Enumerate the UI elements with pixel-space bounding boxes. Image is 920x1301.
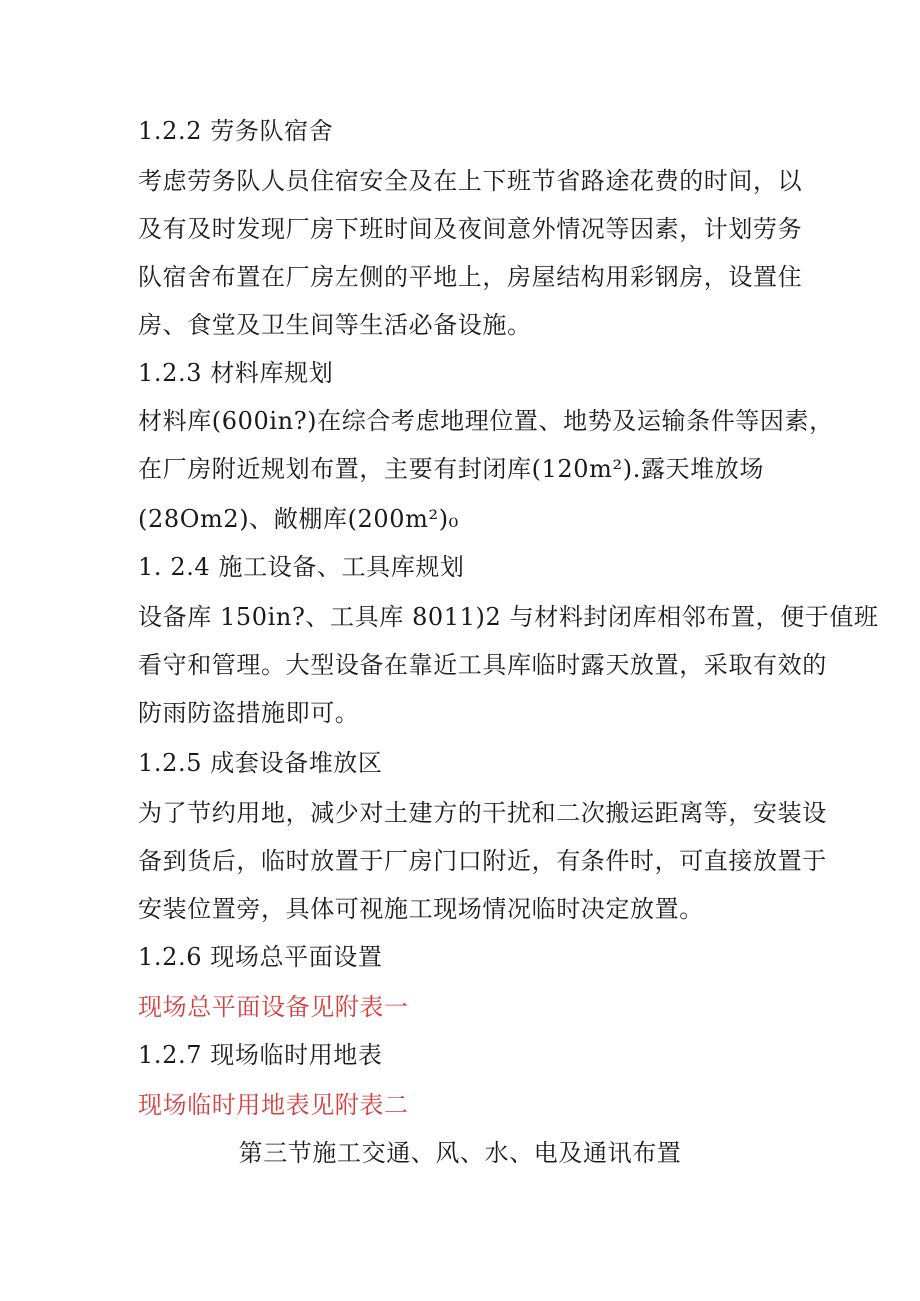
heading-1-2-6: 1.2.6 现场总平面设置	[138, 943, 383, 971]
paragraph-line: 为了节约用地，减少对土建方的干扰和二次搬运距离等，安装设	[138, 799, 827, 827]
heading-1-2-5: 1.2.5 成套设备堆放区	[138, 749, 383, 777]
heading-1-2-2: 1.2.2 劳务队宿舍	[138, 117, 334, 145]
paragraph-line: 防雨防盗措施即可。	[138, 699, 360, 727]
paragraph-line: 及有及时发现厂房下班时间及夜间意外情况等因素，计划劳务	[138, 215, 803, 243]
paragraph-line: (28Om2)、敞棚库(200m²)₀	[138, 505, 459, 533]
paragraph-line: 备到货后，临时放置于厂房门口附近，有条件时，可直接放置于	[138, 847, 827, 875]
paragraph-line: 在厂房附近规划布置，主要有封闭库(120m²).露天堆放场	[138, 455, 764, 483]
paragraph-line: 设备库 150in?、工具库 8011)2 与材料封闭库相邻布置，便于值班	[138, 603, 879, 631]
heading-1-2-3: 1.2.3 材料库规划	[138, 359, 334, 387]
paragraph-line: 安装位置旁，具体可视施工现场情况临时决定放置。	[138, 895, 704, 923]
red-note-appendix-1: 现场总平面设备见附表一	[138, 993, 409, 1021]
paragraph-line: 考虑劳务队人员住宿安全及在上下班节省路途花费的时间，以	[138, 167, 803, 195]
paragraph-line: 房、食堂及卫生间等生活必备设施。	[138, 311, 532, 339]
red-note-appendix-2: 现场临时用地表见附表二	[138, 1091, 409, 1119]
paragraph-line: 看守和管理。大型设备在靠近工具库临时露天放置，采取有效的	[138, 651, 827, 679]
paragraph-line: 队宿舍布置在厂房左侧的平地上，房屋结构用彩钢房，设置住	[138, 263, 803, 291]
heading-1-2-4: 1. 2.4 施工设备、工具库规划	[138, 553, 465, 581]
heading-1-2-7: 1.2.7 现场临时用地表	[138, 1041, 383, 1069]
paragraph-line: 材料库(600in?)在综合考虑地理位置、地势及运输条件等因素，	[138, 407, 834, 435]
section-title: 第三节施工交通、风、水、电及通讯布置	[238, 1139, 682, 1167]
